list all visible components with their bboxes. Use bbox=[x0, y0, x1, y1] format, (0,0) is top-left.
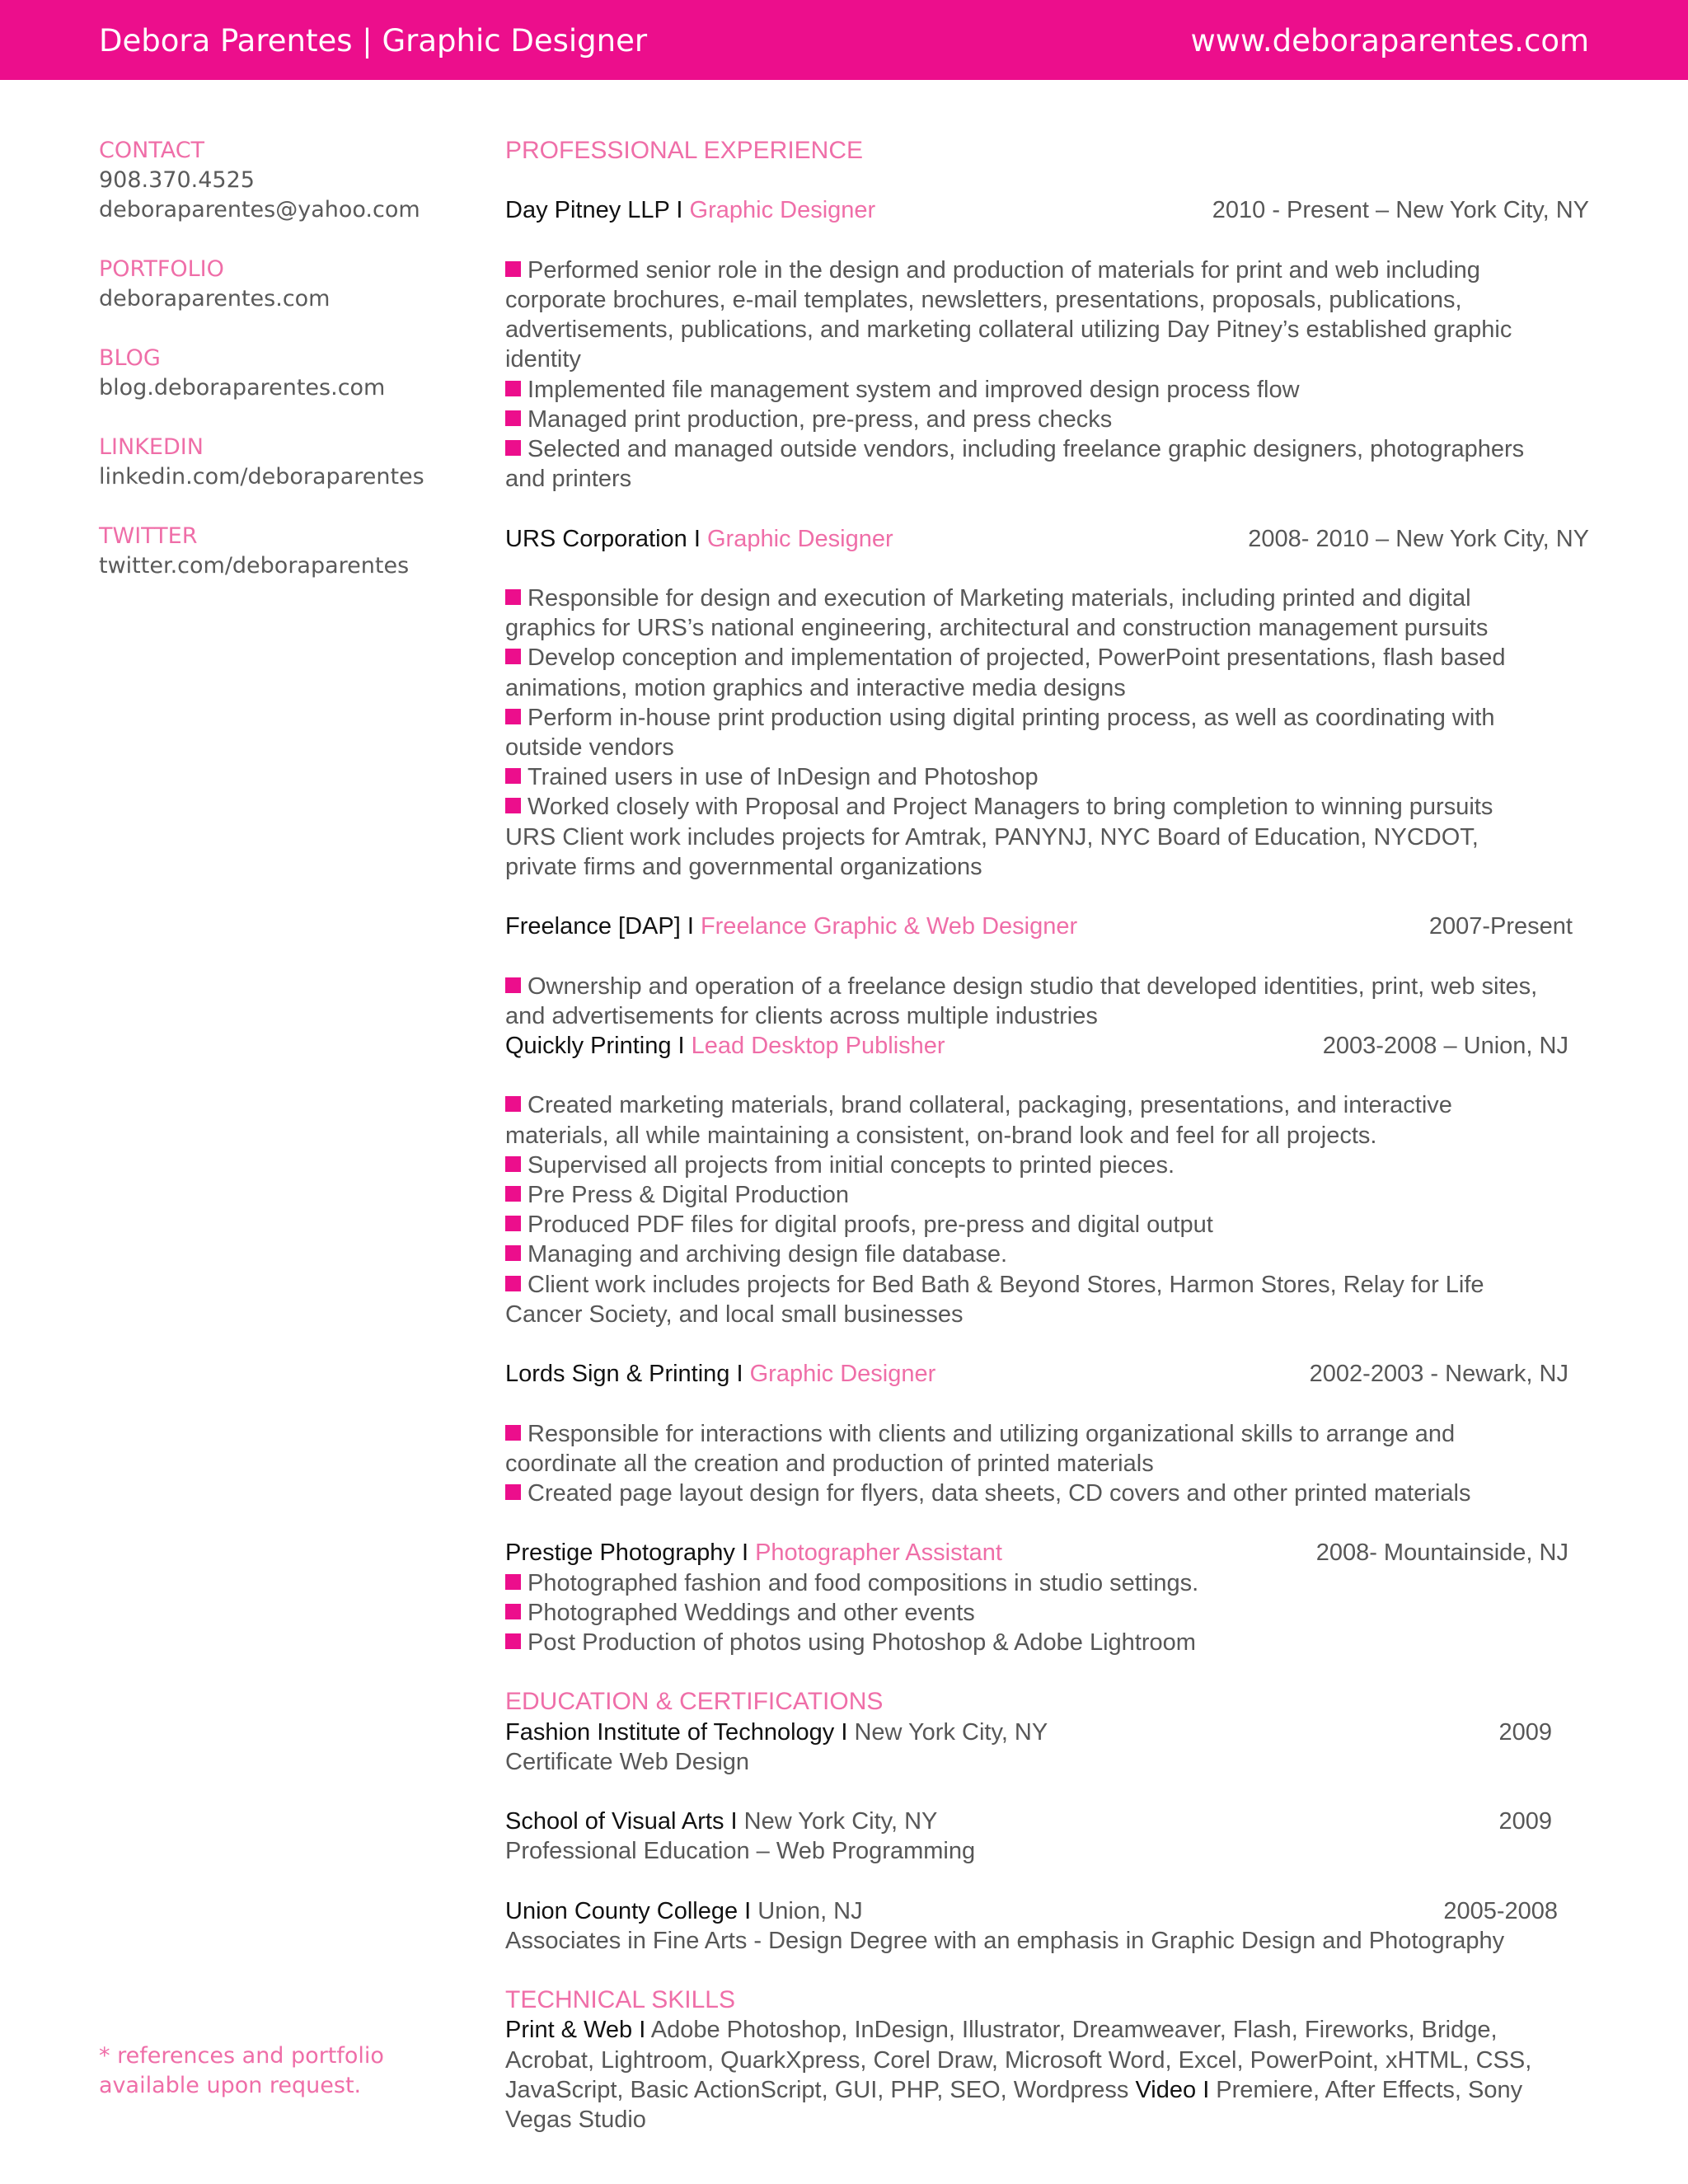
bullet-item bbox=[505, 643, 1589, 673]
twitter-block bbox=[99, 522, 462, 581]
portfolio-link[interactable]: deboraparentes.com bbox=[99, 286, 331, 312]
twitter-link[interactable]: twitter.com/deboraparentes bbox=[99, 553, 410, 579]
bullet-text: graphics for URS’s national engineering, architectural and construction management pursuits bbox=[505, 615, 1489, 642]
job-dates: 2008- Mountainside, NJ bbox=[1315, 1540, 1568, 1567]
school-separator: I bbox=[738, 1897, 758, 1924]
bullet-item bbox=[505, 762, 1589, 792]
bullet-square-icon bbox=[505, 1096, 521, 1112]
video-label: Video I bbox=[1135, 2076, 1210, 2103]
bullet-continuation bbox=[505, 613, 1589, 643]
job-dates: 2002-2003 - Newark, NJ bbox=[1309, 1361, 1568, 1388]
bullet-text: and printers bbox=[505, 466, 632, 493]
bullet-item bbox=[505, 1419, 1589, 1449]
bullet-square-icon bbox=[505, 1484, 521, 1500]
bullet-item bbox=[505, 405, 1589, 434]
bullet-continuation bbox=[505, 673, 1589, 703]
bullet-text: Ownership and operation of a freelance design studio that developed identities, print, web sites, bbox=[528, 972, 1538, 1000]
job-company: Quickly Printing bbox=[505, 1032, 672, 1059]
portfolio-label: PORTFOLIO bbox=[99, 256, 224, 282]
bullet-continuation bbox=[505, 1001, 1589, 1031]
bullet-text: Produced PDF files for digital proofs, pre-press and digital output bbox=[528, 1212, 1213, 1239]
blog-block bbox=[99, 344, 462, 403]
job-bullets bbox=[505, 1568, 1589, 1658]
bullet-item bbox=[505, 1270, 1589, 1300]
job-company: Freelance [DAP] bbox=[505, 913, 681, 940]
blog-label: BLOG bbox=[99, 345, 161, 371]
school-location: New York City, NY bbox=[854, 1718, 1048, 1746]
job-header bbox=[505, 195, 1589, 225]
school-year: 2009 bbox=[1498, 1718, 1552, 1746]
education-title: EDUCATION & CERTIFICATIONS bbox=[505, 1688, 884, 1716]
job-dates: 2003-2008 – Union, NJ bbox=[1322, 1032, 1568, 1059]
bullet-text: and advertisements for clients across multiple industries bbox=[505, 1002, 1098, 1029]
bullet-item bbox=[505, 1598, 1589, 1628]
header-title: Debora Parentes | Graphic Designer bbox=[99, 23, 648, 59]
blog-link[interactable]: blog.deboraparentes.com bbox=[99, 375, 386, 401]
bullet-text: outside vendors bbox=[505, 733, 674, 761]
bullet-square-icon bbox=[505, 1604, 521, 1619]
skills-line: Vegas Studio bbox=[505, 2107, 646, 2134]
job-bullets bbox=[505, 255, 1589, 494]
bullet-square-icon bbox=[505, 589, 521, 605]
job-separator: I bbox=[680, 913, 701, 940]
bullet-square-icon bbox=[505, 1633, 521, 1649]
bullet-text: Selected and managed outside vendors, including freelance graphic designers, photographers bbox=[528, 435, 1525, 462]
bullet-item bbox=[505, 255, 1589, 285]
school-name: School of Visual Arts bbox=[505, 1808, 724, 1835]
job-company: Day Pitney LLP bbox=[505, 197, 670, 224]
print-web-label: Print & Web I bbox=[505, 2017, 646, 2044]
job-dates: 2008- 2010 – New York City, NY bbox=[1248, 525, 1589, 552]
bullet-square-icon bbox=[505, 1276, 521, 1291]
school-location: New York City, NY bbox=[743, 1808, 938, 1835]
bullet-square-icon bbox=[505, 798, 521, 813]
school-separator: I bbox=[834, 1718, 855, 1746]
bullet-text: Perform in-house print production using digital printing process, as well as coordinating with bbox=[528, 704, 1495, 731]
bullet-text: Managing and archiving design file database. bbox=[528, 1241, 1008, 1268]
references-footnote bbox=[99, 2041, 462, 2101]
school-name: Fashion Institute of Technology bbox=[505, 1718, 835, 1746]
job-header bbox=[505, 912, 1589, 941]
job-separator: I bbox=[729, 1361, 750, 1388]
job-company: Lords Sign & Printing bbox=[505, 1361, 730, 1388]
bullet-item bbox=[505, 1090, 1589, 1120]
job-bullets bbox=[505, 583, 1589, 882]
bullet-item bbox=[505, 1151, 1589, 1180]
education-entry bbox=[505, 1896, 1589, 1956]
skills-text: Premiere, After Effects, Sony bbox=[1209, 2076, 1523, 2103]
school-location: Union, NJ bbox=[757, 1897, 863, 1924]
contact-label: CONTACT bbox=[99, 138, 205, 163]
job-role: Lead Desktop Publisher bbox=[691, 1032, 945, 1059]
school-name: Union County College bbox=[505, 1897, 738, 1924]
header-bar bbox=[0, 0, 1688, 80]
bullet-item bbox=[505, 1479, 1589, 1508]
job-role: Graphic Designer bbox=[707, 525, 893, 552]
bullet-text: advertisements, publications, and marketing collateral utilizing Day Pitney’s established graphic bbox=[505, 316, 1512, 344]
bullet-continuation bbox=[505, 285, 1589, 315]
header-website[interactable]: www.deboraparentes.com bbox=[1190, 23, 1589, 59]
bullet-item bbox=[505, 792, 1589, 822]
bullet-text: Photographed fashion and food compositions in studio settings. bbox=[528, 1569, 1199, 1596]
footnote-line: available upon request. bbox=[99, 2073, 362, 2098]
skills-line bbox=[505, 2075, 1589, 2105]
bullet-item bbox=[505, 1568, 1589, 1598]
job-separator: I bbox=[687, 525, 707, 552]
school-detail: Associates in Fine Arts - Design Degree with an emphasis in Graphic Design and Photography bbox=[505, 1927, 1505, 1954]
bullet-text: Photographed Weddings and other events bbox=[528, 1599, 975, 1626]
job-header bbox=[505, 1031, 1589, 1061]
school-separator: I bbox=[724, 1808, 744, 1835]
bullet-text: coordinate all the creation and production of printed materials bbox=[505, 1450, 1154, 1477]
bullet-text: identity bbox=[505, 346, 581, 373]
bullet-text: Trained users in use of InDesign and Photoshop bbox=[528, 764, 1039, 791]
bullet-text: Managed print production, pre-press, and press checks bbox=[528, 405, 1113, 433]
bullet-item bbox=[505, 1240, 1589, 1269]
job-company: URS Corporation bbox=[505, 525, 687, 552]
job-bullets bbox=[505, 972, 1589, 1031]
bullet-square-icon bbox=[505, 1216, 521, 1231]
job-separator: I bbox=[669, 197, 690, 224]
bullet-continuation bbox=[505, 1449, 1589, 1479]
job-header bbox=[505, 1538, 1589, 1568]
school-detail: Certificate Web Design bbox=[505, 1748, 750, 1775]
bullet-continuation bbox=[505, 464, 1589, 494]
linkedin-label: LINKEDIN bbox=[99, 434, 204, 460]
resume-main bbox=[505, 136, 1589, 2135]
bullet-text: Responsible for interactions with clients and utilizing organizational skills to arrange and bbox=[528, 1420, 1456, 1447]
school-detail: Professional Education – Web Programming bbox=[505, 1838, 976, 1865]
bullet-continuation bbox=[505, 315, 1589, 344]
bullet-square-icon bbox=[505, 1425, 521, 1441]
bullet-text: Created page layout design for flyers, data sheets, CD covers and other printed materials bbox=[528, 1479, 1471, 1507]
bullet-continuation bbox=[505, 823, 1589, 852]
skills-title: TECHNICAL SKILLS bbox=[505, 1986, 735, 2014]
bullet-continuation bbox=[505, 852, 1589, 882]
bullet-square-icon bbox=[505, 768, 521, 784]
bullet-item bbox=[505, 434, 1589, 464]
skills-text: JavaScript, Basic ActionScript, GUI, PHP, SEO, Wordpress bbox=[505, 2076, 1136, 2103]
education-entry bbox=[505, 1807, 1589, 1866]
bullet-text: Responsible for design and execution of Marketing materials, including printed and digital bbox=[528, 584, 1471, 612]
bullet-continuation bbox=[505, 733, 1589, 762]
bullet-item bbox=[505, 972, 1589, 1001]
job-entry bbox=[505, 195, 1589, 494]
job-role: Graphic Designer bbox=[689, 197, 876, 224]
job-entry bbox=[505, 524, 1589, 882]
bullet-square-icon bbox=[505, 649, 521, 664]
job-dates: 2010 - Present – New York City, NY bbox=[1212, 197, 1589, 224]
job-entry bbox=[505, 912, 1589, 1031]
job-entry bbox=[505, 1538, 1589, 1657]
bullet-text: Cancer Society, and local small businesses bbox=[505, 1301, 964, 1328]
bullet-square-icon bbox=[505, 1574, 521, 1590]
job-header bbox=[505, 524, 1589, 554]
twitter-label: TWITTER bbox=[99, 523, 198, 549]
job-role: Graphic Designer bbox=[749, 1361, 936, 1388]
bullet-text: Post Production of photos using Photoshop & Adobe Lightroom bbox=[528, 1629, 1196, 1656]
skills-line: Acrobat, Lightroom, QuarkXpress, Corel Draw, Microsoft Word, Excel, PowerPoint, xHTML, CSS, bbox=[505, 2046, 1532, 2074]
bullet-square-icon bbox=[505, 381, 521, 396]
bullet-text: Performed senior role in the design and production of materials for print and web including bbox=[528, 256, 1480, 284]
job-bullets bbox=[505, 1419, 1589, 1509]
job-role: Photographer Assistant bbox=[755, 1540, 1002, 1567]
bullet-item bbox=[505, 375, 1589, 405]
bullet-text: Supervised all projects from initial concepts to printed pieces. bbox=[528, 1151, 1175, 1179]
bullet-square-icon bbox=[505, 1156, 521, 1172]
bullet-square-icon bbox=[505, 1245, 521, 1261]
job-separator: I bbox=[671, 1032, 692, 1059]
bullet-item bbox=[505, 1210, 1589, 1240]
job-header bbox=[505, 1359, 1589, 1389]
job-separator: I bbox=[734, 1540, 756, 1567]
bullet-text: URS Client work includes projects for Amtrak, PANYNJ, NYC Board of Education, NYCDOT, bbox=[505, 823, 1479, 851]
skills-line bbox=[505, 2015, 1589, 2045]
footnote-line: * references and portfolio bbox=[99, 2043, 384, 2069]
bullet-text: Implemented file management system and improved design process flow bbox=[528, 376, 1300, 403]
bullet-continuation bbox=[505, 344, 1589, 374]
experience-title: PROFESSIONAL EXPERIENCE bbox=[505, 137, 864, 164]
phone-number: 908.370.4525 bbox=[99, 167, 255, 193]
school-year: 2009 bbox=[1498, 1808, 1552, 1835]
job-entry bbox=[505, 1359, 1589, 1508]
bullet-item bbox=[505, 583, 1589, 613]
skills-text: Adobe Photoshop, InDesign, Illustrator, Dreamweaver, Flash, Fireworks, Bridge, bbox=[645, 2017, 1498, 2044]
bullet-text: Client work includes projects for Bed Bath & Beyond Stores, Harmon Stores, Relay for Life bbox=[528, 1271, 1484, 1298]
bullet-square-icon bbox=[505, 709, 521, 724]
bullet-text: Develop conception and implementation of projected, PowerPoint presentations, flash based bbox=[528, 644, 1506, 672]
portfolio-block bbox=[99, 255, 462, 314]
bullet-continuation bbox=[505, 1300, 1589, 1329]
bullet-text: Created marketing materials, brand collateral, packaging, presentations, and interactive bbox=[528, 1092, 1452, 1119]
bullet-item bbox=[505, 1628, 1589, 1657]
bullet-text: private firms and governmental organizations bbox=[505, 853, 982, 880]
bullet-item bbox=[505, 703, 1589, 733]
contact-sidebar bbox=[99, 136, 462, 611]
bullet-square-icon bbox=[505, 1186, 521, 1202]
bullet-item bbox=[505, 1180, 1589, 1210]
job-bullets bbox=[505, 1090, 1589, 1329]
linkedin-link[interactable]: linkedin.com/deboraparentes bbox=[99, 464, 424, 490]
school-year: 2005-2008 bbox=[1443, 1897, 1558, 1924]
job-dates: 2007-Present bbox=[1428, 913, 1573, 940]
bullet-text: corporate brochures, e-mail templates, newsletters, presentations, proposals, publications, bbox=[505, 286, 1462, 313]
bullet-square-icon bbox=[505, 410, 521, 426]
linkedin-block bbox=[99, 433, 462, 492]
bullet-text: materials, all while maintaining a consistent, on-brand look and feel for all projects. bbox=[505, 1122, 1377, 1149]
education-entry bbox=[505, 1718, 1589, 1777]
bullet-square-icon bbox=[505, 440, 521, 456]
bullet-text: Worked closely with Proposal and Project Managers to bring completion to winning pursuits bbox=[528, 794, 1493, 821]
job-role: Freelance Graphic & Web Designer bbox=[700, 913, 1078, 940]
bullet-text: animations, motion graphics and interactive media designs bbox=[505, 674, 1126, 701]
bullet-continuation bbox=[505, 1121, 1589, 1151]
bullet-square-icon bbox=[505, 977, 521, 993]
email-address[interactable]: deboraparentes@yahoo.com bbox=[99, 197, 420, 223]
bullet-text: Pre Press & Digital Production bbox=[528, 1181, 850, 1208]
job-company: Prestige Photography bbox=[505, 1540, 735, 1567]
job-entry bbox=[505, 1031, 1589, 1329]
bullet-square-icon bbox=[505, 261, 521, 277]
contact-block bbox=[99, 136, 462, 225]
